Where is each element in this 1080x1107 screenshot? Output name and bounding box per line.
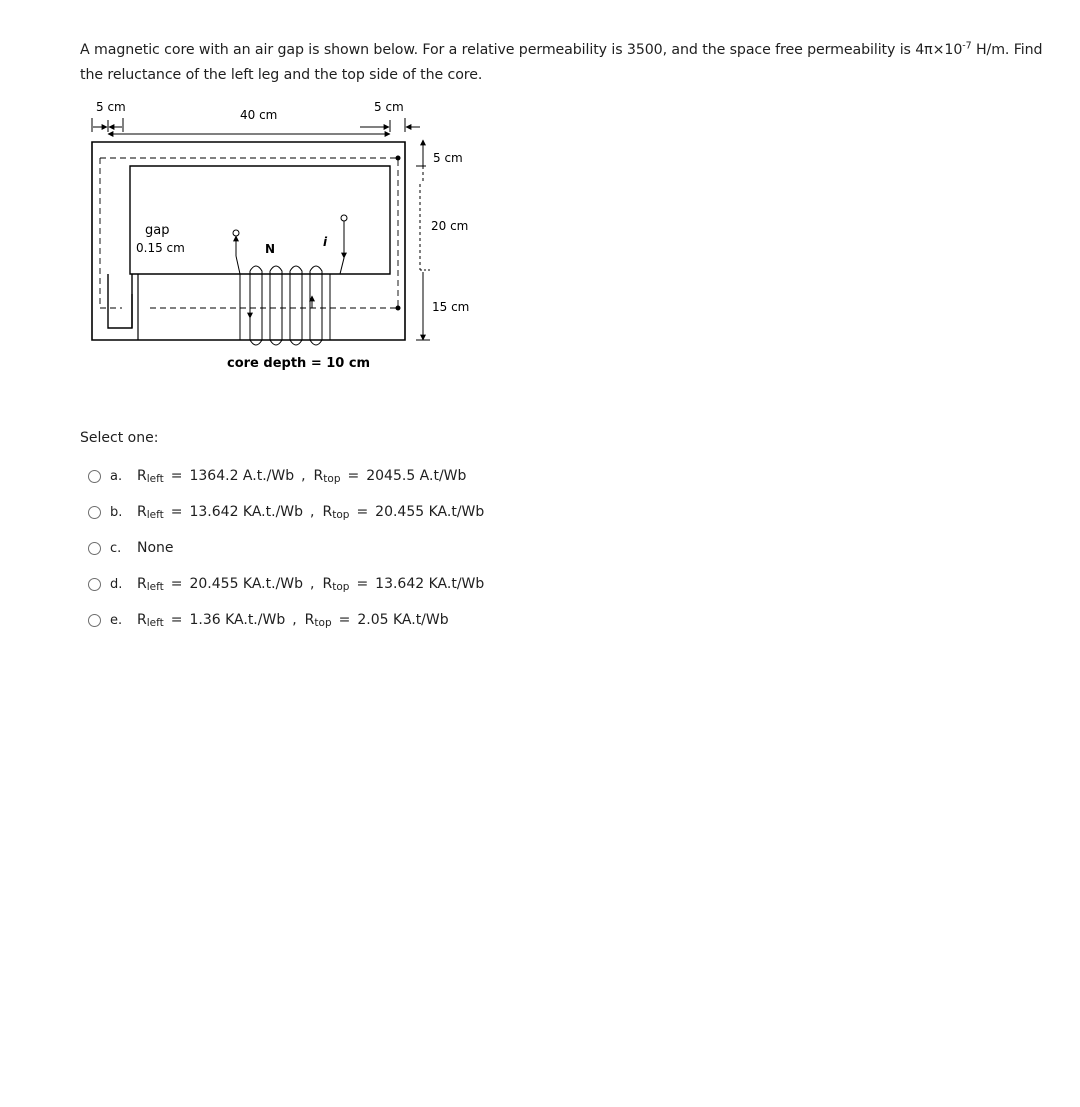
gap-fill xyxy=(109,275,131,327)
option-letter: a. xyxy=(110,468,123,484)
equals-sign: = xyxy=(170,576,183,592)
gap-label: gap xyxy=(145,223,170,238)
equals-sign: = xyxy=(347,468,360,484)
reluctance-top-value: 2045.5 A.t/Wb xyxy=(366,468,467,484)
path-corner-dot xyxy=(396,156,401,161)
reluctance-top-symbol: R $_{top}$ xyxy=(313,468,341,485)
equals-sign: = xyxy=(170,504,183,520)
option-a[interactable] xyxy=(88,458,484,494)
reluctance-left-value: 1.36 KA.t./Wb xyxy=(189,612,286,628)
reluctance-top-symbol: R $_{top}$ xyxy=(304,612,332,629)
dim-left-width-label: 5 cm xyxy=(96,100,126,114)
reluctance-top-value: 2.05 KA.t/Wb xyxy=(357,612,449,628)
core-depth-label: core depth = 10 cm xyxy=(227,356,371,371)
core-window xyxy=(130,166,390,274)
option-text xyxy=(137,612,449,628)
gap-value-label: 0.15 cm xyxy=(136,241,185,255)
option-text xyxy=(137,576,484,592)
dim-bottom-height-label: 15 cm xyxy=(432,300,470,314)
option-b[interactable] xyxy=(88,494,484,530)
option-letter: c. xyxy=(110,540,122,556)
reluctance-left-symbol: R $_{left}$ xyxy=(137,612,164,629)
option-letter: e. xyxy=(110,612,123,628)
comma: , xyxy=(292,612,297,628)
comma: , xyxy=(310,504,315,520)
option-e[interactable] xyxy=(88,602,484,638)
reluctance-left-value: 1364.2 A.t./Wb xyxy=(189,468,295,484)
dim-right-width-label: 5 cm xyxy=(374,100,404,114)
path-corner-dot xyxy=(396,306,401,311)
question-line-2: the reluctance of the left leg and the top side of the core. xyxy=(80,67,483,83)
radio-option-e[interactable] xyxy=(88,614,101,627)
equals-sign: = xyxy=(170,468,183,484)
radio-option-d[interactable] xyxy=(88,578,101,591)
equals-sign: = xyxy=(170,612,183,628)
answer-options xyxy=(88,458,484,638)
turns-label: N xyxy=(265,242,276,256)
comma: , xyxy=(301,468,306,484)
reluctance-top-value: 13.642 KA.t/Wb xyxy=(375,576,485,592)
radio-option-b[interactable] xyxy=(88,506,101,519)
equals-sign: = xyxy=(338,612,351,628)
reluctance-left-value: 20.455 KA.t./Wb xyxy=(189,576,304,592)
reluctance-left-symbol: R $_{left}$ xyxy=(137,504,164,521)
reluctance-top-value: 20.455 KA.t/Wb xyxy=(375,504,485,520)
question-line-1 xyxy=(80,38,1060,63)
reluctance-top-symbol: R $_{top}$ xyxy=(322,576,350,593)
option-text xyxy=(137,468,466,484)
dim-window-height-label: 20 cm xyxy=(431,219,469,233)
dim-top-thickness-label: 5 cm xyxy=(433,151,463,165)
option-d[interactable] xyxy=(88,566,484,602)
magnetic-core-figure xyxy=(80,96,500,386)
radio-option-c[interactable] xyxy=(88,542,101,555)
equals-sign: = xyxy=(356,504,369,520)
option-letter: d. xyxy=(110,576,123,592)
reluctance-left-value: 13.642 KA.t./Wb xyxy=(189,504,304,520)
option-letter: b. xyxy=(110,504,123,520)
reluctance-top-symbol: R $_{top}$ xyxy=(322,504,350,521)
option-text: None xyxy=(137,540,174,556)
option-c[interactable] xyxy=(88,530,484,566)
select-one-label: Select one: xyxy=(80,430,159,446)
dim-top-length-label: 40 cm xyxy=(240,108,278,122)
question-line-1-text: A magnetic core with an air gap is shown below. For a relative permeability is 3500, and the space free permeability is 4π×10 xyxy=(80,42,963,58)
reluctance-left-symbol: R $_{left}$ xyxy=(137,576,164,593)
comma: , xyxy=(310,576,315,592)
coil xyxy=(233,215,347,345)
question-text xyxy=(80,38,1060,88)
equals-sign: = xyxy=(356,576,369,592)
reluctance-left-symbol: R $_{left}$ xyxy=(137,468,164,485)
current-label: i xyxy=(323,235,328,249)
radio-option-a[interactable] xyxy=(88,470,101,483)
question-exponent: -7 xyxy=(962,40,972,52)
question-line-1-end: H/m. Find xyxy=(971,42,1043,58)
option-text xyxy=(137,504,484,520)
